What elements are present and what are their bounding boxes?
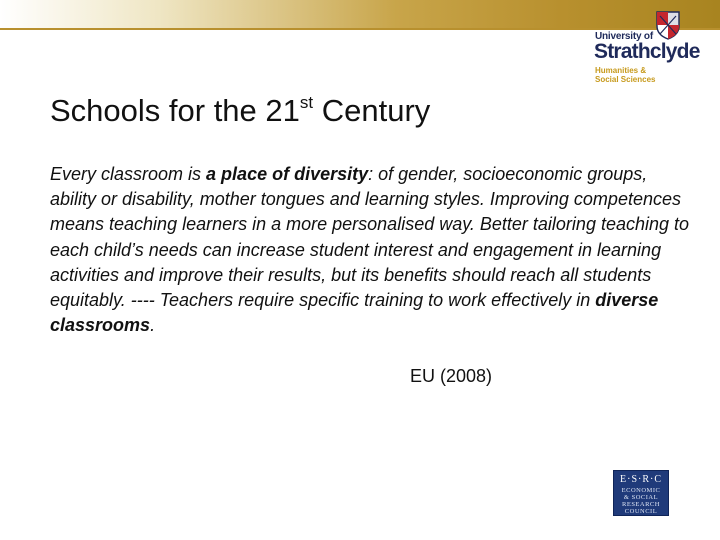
strathclyde-logo <box>592 8 702 88</box>
logo-strathclyde: Strathclyde <box>594 40 700 63</box>
logo-faculty <box>595 66 655 84</box>
esrc-line2: & SOCIAL <box>623 494 659 501</box>
logo-faculty-line1: Humanities & <box>595 66 647 75</box>
esrc-line3: RESEARCH <box>622 501 660 508</box>
title-end: Century <box>313 93 431 128</box>
quote-part-1: Every classroom is <box>50 164 207 184</box>
esrc-line1: ECONOMIC <box>621 487 661 494</box>
esrc-line4: COUNCIL <box>624 508 658 515</box>
slide-body-quote <box>50 162 690 338</box>
esrc-logo <box>613 470 669 516</box>
quote-part-3: . <box>150 315 156 336</box>
citation: EU (2008) <box>410 366 493 386</box>
slide-title <box>50 93 430 129</box>
quote-bold-diversity: a place of diversity <box>206 164 369 184</box>
title-superscript: st <box>299 92 314 112</box>
title-main: Schools for the 21 <box>50 93 300 128</box>
esrc-head: E·S·R·C <box>620 474 662 485</box>
university-crest-icon <box>654 10 682 40</box>
quote-part-2: : of gender, socioeconomic groups, ability or disability, mother tongues and learning styles. Improving competences means teaching learners in a more personalised way. Better tailoring teaching to each child’s needs can increase student interest and engagement in learning activities and improve their results, but its benefits should reach all students equitably. ---- Teachers require specific training to work effectively in <box>50 164 690 311</box>
logo-university-of: University of <box>595 31 653 42</box>
logo-faculty-line2: Social Sciences <box>595 75 656 84</box>
quote-bold-classrooms: diverse classrooms <box>50 290 659 336</box>
